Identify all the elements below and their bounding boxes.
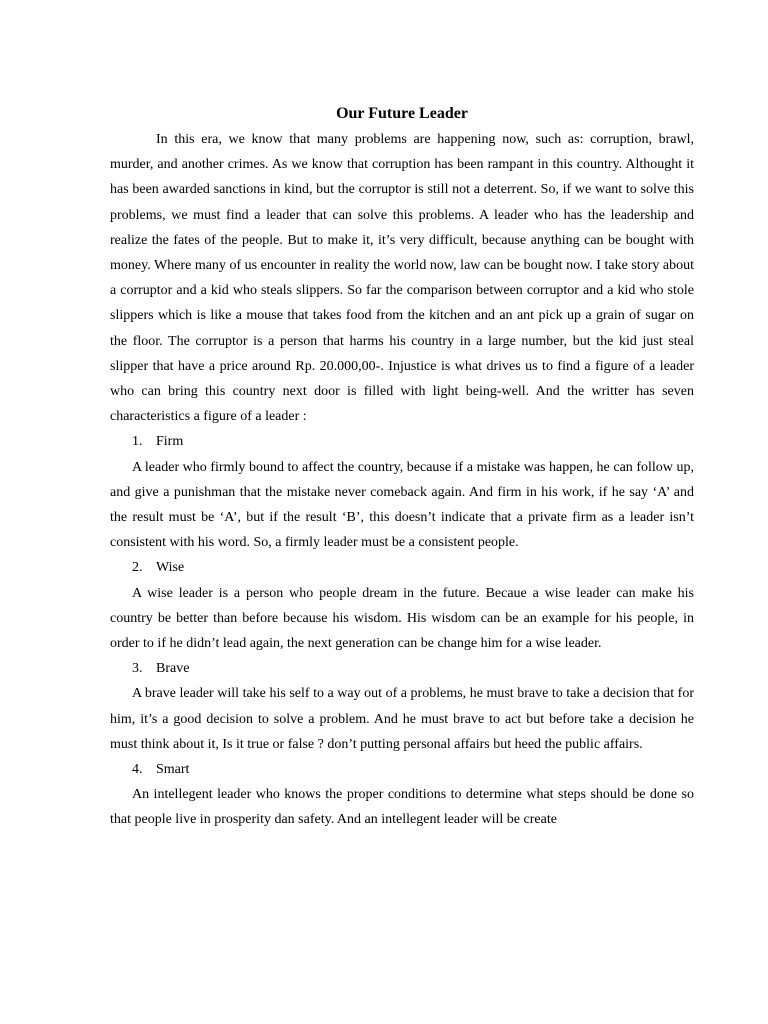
list-number: 1. [132, 434, 143, 450]
document-title: Our Future Leader [336, 105, 468, 122]
paragraph-firm: A leader who firmly bound to affect the country, because if a mistake was happen, he can follow up, and give a punishman that the mistake never comeback again. And firm in his work, if he say ‘A’ and the result must be ‘A’, but if the result ‘B’, this doesn’t indicate that a private firm as a leader isn’t consistent with his word. So, a firmly leader must be a consistent people. [110, 459, 694, 551]
list-item-wise [110, 555, 694, 580]
list-number: 2. [132, 560, 143, 576]
paragraph-wise: A wise leader is a person who people dream in the future. Becaue a wise leader can make his country be better than before because his wisdom. His wisdom can be an example for his people, in order to if he didn’t lead again, the next generation can be change him for a wise leader. [110, 585, 694, 652]
list-heading: Smart [156, 762, 190, 778]
list-number: 3. [132, 661, 143, 677]
list-heading: Brave [156, 661, 190, 677]
list-item-brave [110, 656, 694, 681]
document-page [110, 102, 694, 833]
list-heading: Wise [156, 560, 185, 576]
paragraph-smart: An intellegent leader who knows the proper conditions to determine what steps should be done so that people live in prosperity dan safety. And an intellegent leader will be create [110, 787, 694, 828]
list-item-smart [110, 757, 694, 782]
list-heading: Firm [156, 434, 184, 450]
list-number: 4. [132, 762, 143, 778]
paragraph-brave: A brave leader will take his self to a way out of a problems, he must brave to take a decision that for him, it’s a good decision to solve a problem. And he must brave to act but before take a decision he must think about it, Is it true or false ? don’t putting personal affairs but heed the public affairs. [110, 686, 694, 752]
list-item-firm [110, 429, 694, 454]
intro-paragraph: In this era, we know that many problems are happening now, such as: corruption, brawl, murder, and another crimes. As we know that corruption has been rampant in this country. Althought it has been awarded sanctions in kind, but the corruptor is still not a deterrent. So, if we want to solve this problems, we must find a leader that can solve this problems. A leader who has the leadership and realize the fates of the people. But to make it, it’s very difficult, because anything can be bought with money. Where many of us encounter in reality the world now, law can be bought now. I take story about a corruptor and a kid who steals slippers. So far the comparison between corruptor and a kid who stole slippers which is like a mouse that takes food from the kitchen and an ant pick up a grain of sugar on the floor. The corruptor is a person that harms his country in a large number, but the kid just steal slipper that have a price around Rp. 20.000,00-. Injustice is what drives us to find a figure of a leader who can bring this country next door is filled with light being-well. And the writter has seven characteristics a figure of a leader : [110, 132, 694, 425]
